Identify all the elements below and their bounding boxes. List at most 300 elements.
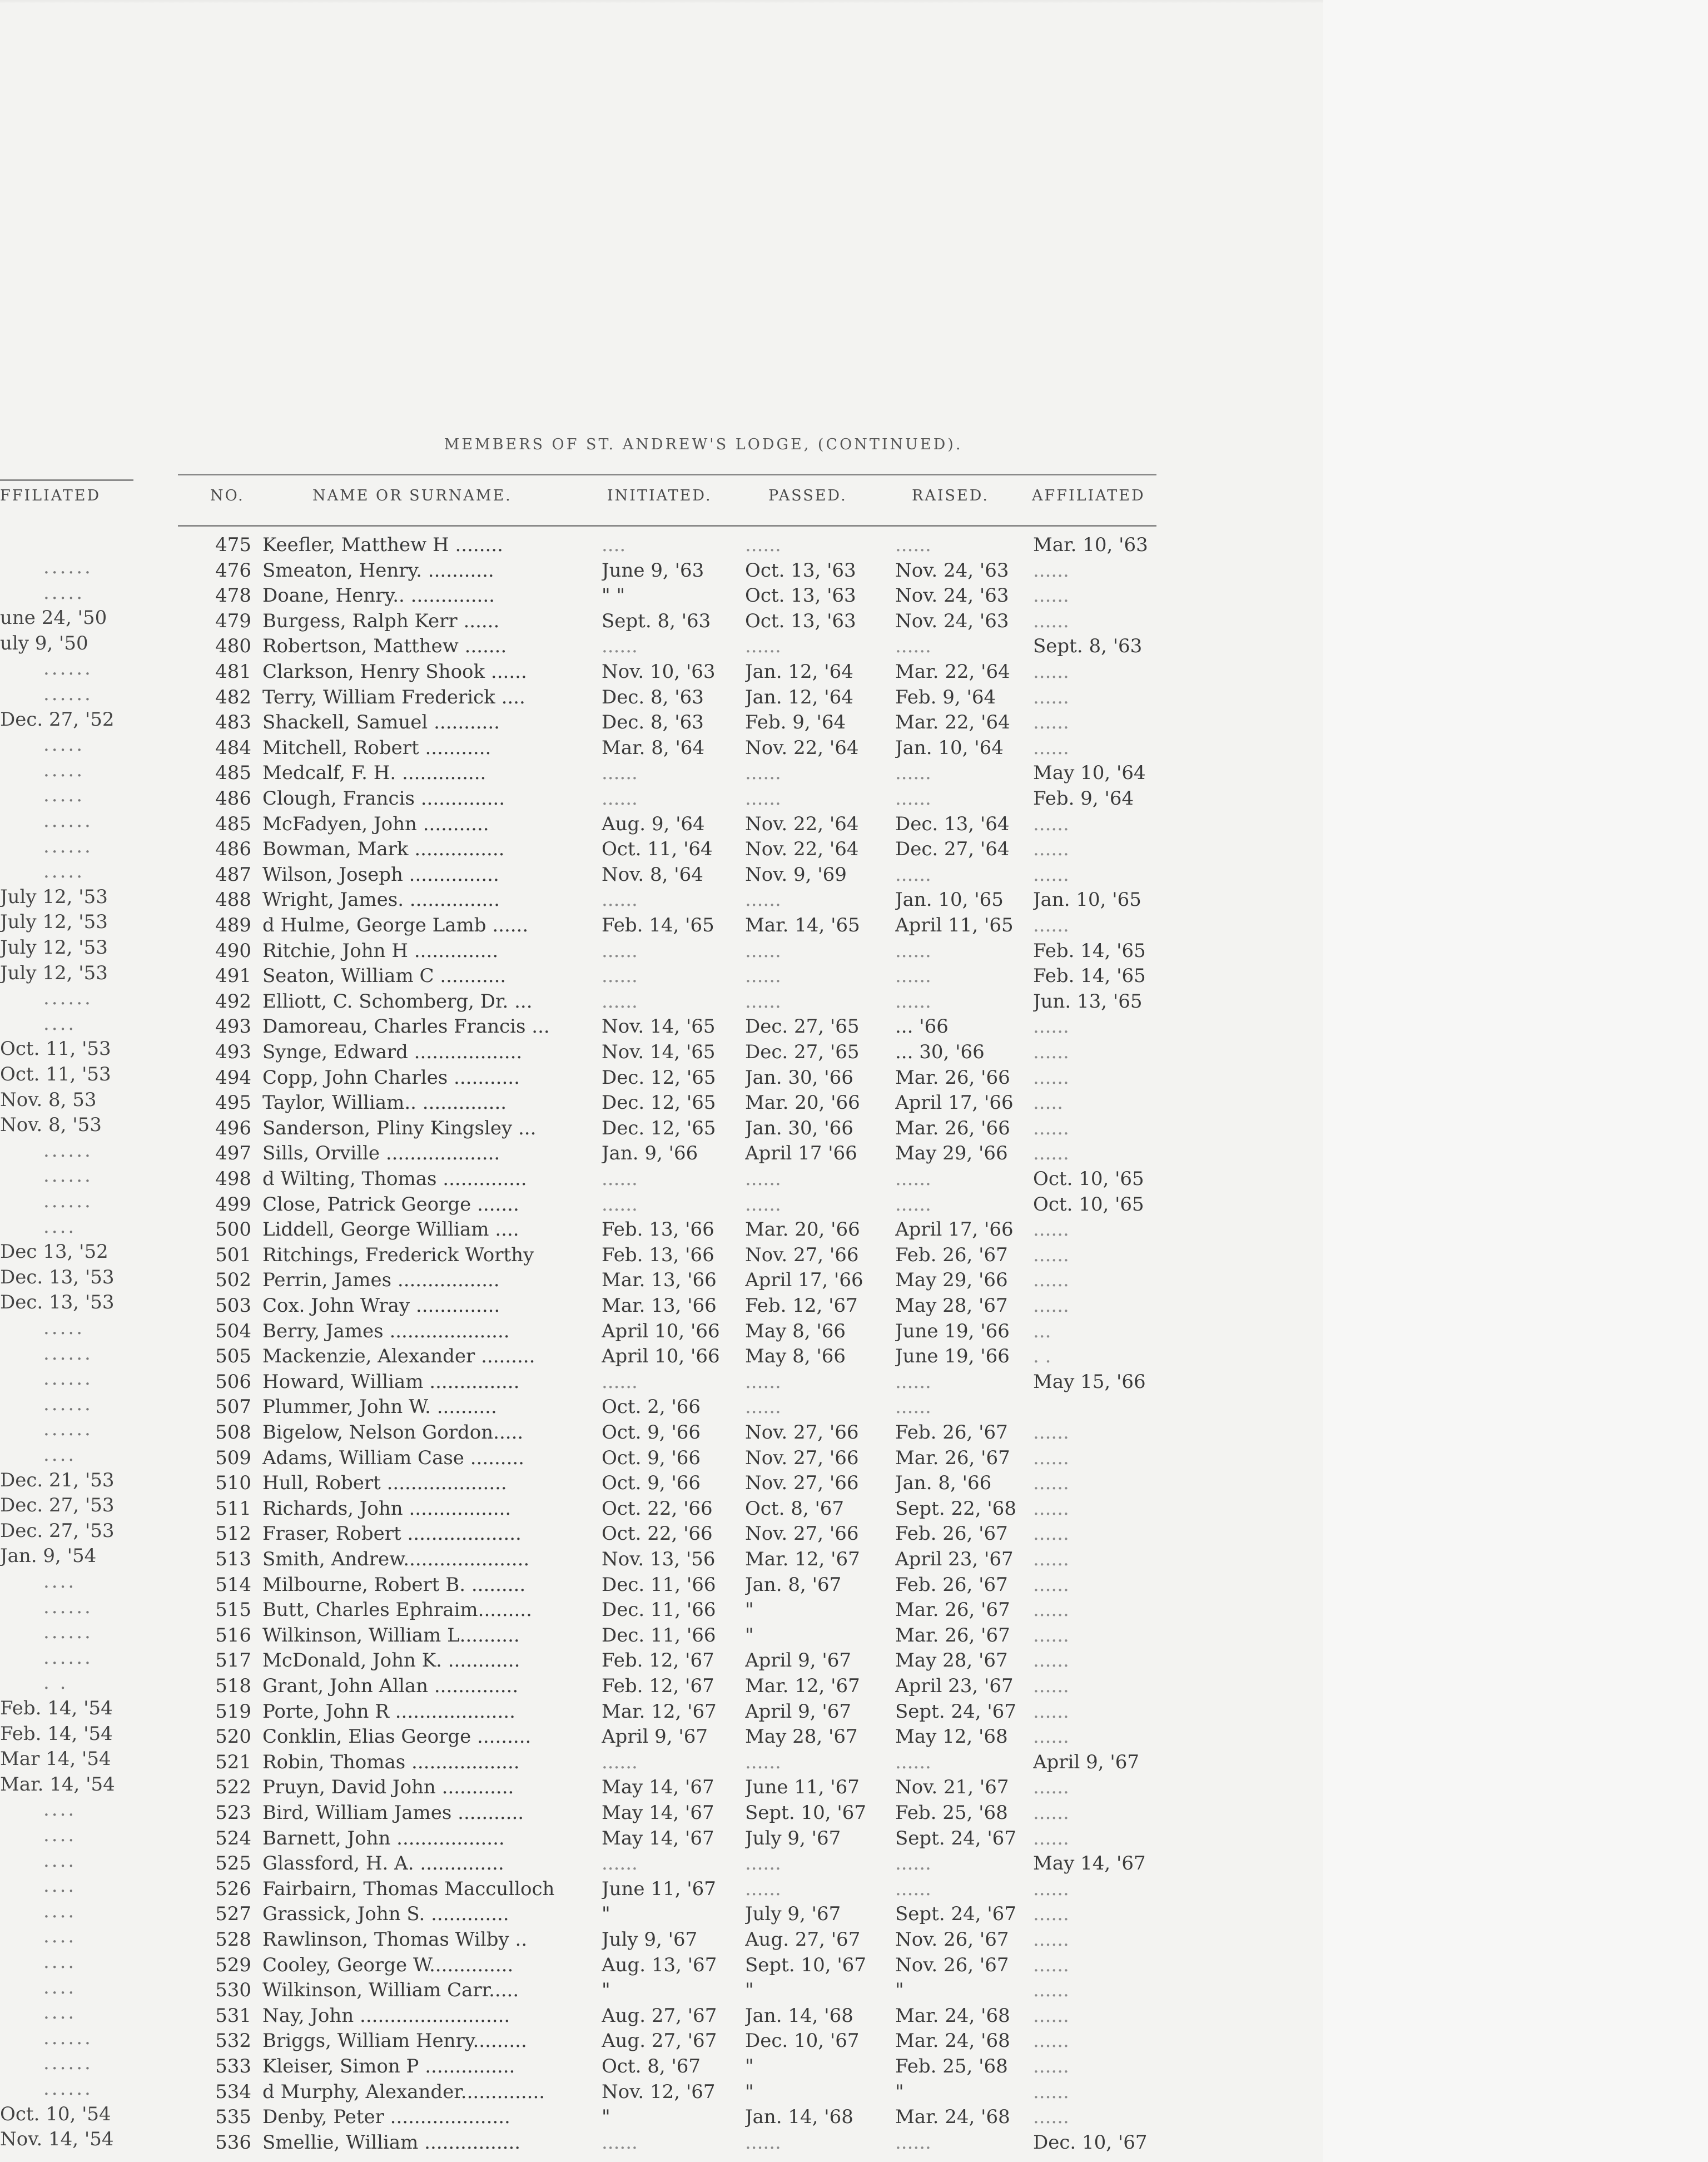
cell-raised: Mar. 26, '66	[895, 1066, 1010, 1089]
cell-affiliated: ......	[1033, 1218, 1069, 1241]
cell-initiated: ......	[602, 2131, 638, 2154]
cell-no: 507	[215, 1396, 251, 1419]
table-row	[0, 787, 1223, 812]
cell-passed: Feb. 12, '67	[745, 1295, 858, 1317]
cell-initiated: Aug. 9, '64	[602, 812, 705, 835]
table-row	[0, 1827, 1223, 1852]
left-margin-entry: Oct. 11, '53	[0, 1038, 111, 1060]
left-margin-entry: ......	[43, 1595, 93, 1618]
cell-initiated: ......	[602, 787, 638, 810]
cell-name: Perrin, James .................	[262, 1269, 500, 1292]
cell-raised: Jan. 10, '64	[895, 736, 1004, 759]
table-row	[0, 1421, 1223, 1446]
cell-name: Wilkinson, William Carr.....	[262, 1979, 519, 2002]
cell-passed: ......	[745, 762, 781, 785]
cell-passed: May 8, '66	[745, 1345, 846, 1368]
cell-no: 501	[215, 1243, 251, 1266]
cell-affiliated: ......	[1033, 914, 1069, 936]
cell-affiliated: ......	[1033, 1548, 1069, 1570]
left-margin-entry: ....	[43, 1900, 77, 1922]
cell-name: Adams, William Case .........	[262, 1446, 524, 1469]
cell-passed: "	[745, 2080, 754, 2103]
left-margin-entry: .....	[43, 784, 85, 807]
cell-no: 510	[215, 1472, 251, 1495]
cell-no: 478	[215, 584, 251, 607]
cell-passed: Aug. 27, '67	[745, 1928, 861, 1951]
cell-passed: Dec. 10, '67	[745, 2030, 860, 2052]
cell-passed: April 9, '67	[745, 1700, 851, 1723]
cell-passed: ......	[745, 1396, 781, 1419]
cell-no: 490	[215, 939, 251, 962]
left-margin-entry: ....	[43, 1849, 77, 1872]
cell-raised: Feb. 25, '68	[895, 1802, 1008, 1824]
cell-initiated: Feb. 12, '67	[602, 1675, 714, 1697]
cell-name: Sills, Orville ...................	[262, 1142, 500, 1165]
cell-initiated: May 14, '67	[602, 1776, 714, 1799]
cell-passed: ......	[745, 889, 781, 911]
left-margin-entry: ....	[43, 1824, 77, 1846]
cell-initiated: Feb. 13, '66	[602, 1218, 714, 1241]
cell-raised: Dec. 27, '64	[895, 838, 1010, 861]
left-margin-entry: ......	[43, 657, 93, 680]
cell-name: Hull, Robert ....................	[262, 1472, 507, 1495]
cell-raised: Feb. 9, '64	[895, 686, 996, 708]
cell-passed: Nov. 27, '66	[745, 1243, 859, 1266]
cell-affiliated: April 9, '67	[1033, 1751, 1139, 1773]
cell-passed: April 9, '67	[745, 1649, 851, 1672]
table-row	[0, 1168, 1223, 1193]
cell-passed: Mar. 12, '67	[745, 1548, 860, 1570]
cell-initiated: Nov. 13, '56	[602, 1548, 716, 1570]
cell-raised: Mar. 26, '67	[895, 1624, 1010, 1647]
cell-passed: Sept. 10, '67	[745, 1953, 866, 1976]
cell-initiated: ......	[602, 939, 638, 962]
cell-raised: May 29, '66	[895, 1142, 1008, 1165]
cell-no: 534	[215, 2080, 251, 2103]
cell-passed: Jan. 8, '67	[745, 1573, 842, 1596]
cell-raised: Sept. 24, '67	[895, 1827, 1016, 1849]
cell-passed: Mar. 12, '67	[745, 1675, 860, 1697]
left-affiliated-header: FFILIATED	[0, 487, 101, 504]
cell-affiliated: ......	[1033, 1827, 1069, 1849]
table-row	[0, 1903, 1223, 1928]
table-row	[0, 813, 1223, 838]
cell-initiated: ......	[602, 1193, 638, 1216]
cell-raised: Nov. 26, '67	[895, 1928, 1009, 1951]
cell-passed: Jan. 14, '68	[745, 2004, 853, 2027]
left-margin-entry: ....	[43, 1012, 77, 1035]
cell-passed: July 9, '67	[745, 1827, 841, 1849]
cell-no: 530	[215, 1979, 251, 2002]
cell-no: 511	[215, 1497, 251, 1520]
cell-raised: Nov. 24, '63	[895, 584, 1009, 607]
cell-initiated: Dec. 8, '63	[602, 686, 704, 708]
cell-passed: Mar. 20, '66	[745, 1092, 860, 1114]
cell-raised: ......	[895, 1877, 931, 1900]
page-title: MEMBERS OF ST. ANDREW'S LODGE, (CONTINUED).	[444, 436, 963, 453]
cell-affiliated: Feb. 14, '65	[1033, 939, 1146, 962]
cell-passed: Nov. 22, '64	[745, 838, 859, 861]
cell-no: 497	[215, 1142, 251, 1165]
cell-affiliated: ......	[1033, 1497, 1069, 1520]
column-header-no: NO.	[210, 487, 245, 504]
table-row	[0, 1012, 1223, 1040]
left-margin-entry: ......	[43, 987, 93, 1010]
left-margin-entry: ....	[43, 1875, 77, 1897]
cell-raised: Feb. 26, '67	[895, 1243, 1008, 1266]
cell-name: Plummer, John W. ..........	[262, 1396, 497, 1419]
left-margin-entry: ......	[43, 1139, 93, 1162]
cell-name: Medcalf, F. H. ..............	[262, 762, 486, 785]
cell-no: 475	[215, 534, 251, 556]
cell-initiated: ......	[602, 889, 638, 911]
cell-name: Ritchings, Frederick Worthy	[262, 1243, 534, 1266]
cell-raised: Jan. 8, '66	[895, 1472, 992, 1495]
cell-no: 536	[215, 2131, 251, 2154]
cell-name: Milbourne, Robert B. .........	[262, 1573, 526, 1596]
cell-name: Howard, William ...............	[262, 1370, 520, 1393]
cell-passed: Jan. 30, '66	[745, 1117, 853, 1139]
table-row	[0, 1675, 1223, 1700]
left-margin-entry: .....	[43, 860, 85, 883]
cell-raised: Feb. 26, '67	[895, 1573, 1008, 1596]
cell-affiliated: ......	[1033, 1979, 1069, 2002]
cell-passed: ......	[745, 1877, 781, 1900]
cell-affiliated: ......	[1033, 686, 1069, 708]
cell-affiliated: ......	[1033, 1142, 1069, 1165]
table-row	[0, 534, 1223, 559]
cell-name: Mitchell, Robert ...........	[262, 736, 491, 759]
cell-raised: ... 30, '66	[895, 1041, 985, 1063]
left-margin-entry: Feb. 14, '54	[0, 1722, 113, 1745]
cell-no: 523	[215, 1802, 251, 1824]
cell-affiliated: ......	[1033, 2106, 1069, 2129]
cell-name: Doane, Henry.. ..............	[262, 584, 495, 607]
cell-initiated: Mar. 12, '67	[602, 1700, 717, 1723]
cell-name: d Wilting, Thomas ..............	[262, 1168, 527, 1190]
cell-raised: Mar. 24, '68	[895, 2030, 1010, 2052]
cell-name: Smellie, William ................	[262, 2131, 521, 2154]
cell-name: Copp, John Charles ...........	[262, 1066, 520, 1089]
cell-affiliated: ......	[1033, 1117, 1069, 1139]
left-margin-entry: ......	[43, 683, 93, 705]
table-row	[0, 737, 1223, 762]
left-margin-entry: ......	[43, 556, 93, 578]
cell-initiated: Nov. 14, '65	[602, 1015, 716, 1038]
cell-affiliated: ......	[1033, 559, 1069, 582]
cell-no: 486	[215, 787, 251, 810]
left-margin-entry: ....	[43, 1570, 77, 1593]
cell-no: 488	[215, 889, 251, 911]
left-margin-entry: Nov. 8, '53	[0, 1114, 102, 1137]
cell-affiliated: ......	[1033, 1675, 1069, 1697]
column-header-name: NAME OR SURNAME.	[312, 487, 512, 504]
cell-passed: "	[745, 2055, 754, 2077]
cell-affiliated: Sept. 8, '63	[1033, 635, 1143, 658]
cell-affiliated: ......	[1033, 838, 1069, 861]
cell-initiated: Oct. 9, '66	[602, 1472, 701, 1495]
left-margin-entry: uly 9, '50	[0, 632, 88, 654]
cell-initiated: ......	[602, 1370, 638, 1393]
cell-initiated: "	[602, 1979, 610, 2002]
cell-passed: Sept. 10, '67	[745, 1802, 866, 1824]
table-row	[0, 1599, 1223, 1624]
table-row	[0, 1092, 1223, 1117]
cell-name: Wilkinson, William L..........	[262, 1624, 520, 1647]
cell-passed: Nov. 27, '66	[745, 1446, 859, 1469]
left-margin-entry: ......	[43, 1342, 93, 1365]
cell-raised: ......	[895, 1193, 931, 1216]
cell-no: 525	[215, 1852, 251, 1875]
cell-passed: ......	[745, 939, 781, 962]
left-margin-entry: ....	[43, 1798, 77, 1821]
cell-initiated: Dec. 12, '65	[602, 1117, 716, 1139]
table-row	[0, 1523, 1223, 1548]
cell-name: d Murphy, Alexander..............	[262, 2080, 545, 2103]
cell-affiliated: ......	[1033, 1295, 1069, 1317]
cell-name: Close, Patrick George .......	[262, 1193, 519, 1216]
cell-raised: ......	[895, 2131, 931, 2154]
table-row	[0, 1700, 1223, 1725]
cell-no: 521	[215, 1751, 251, 1773]
cell-affiliated: ......	[1033, 1041, 1069, 1063]
cell-affiliated: Jun. 13, '65	[1033, 990, 1143, 1013]
cell-affiliated: Feb. 9, '64	[1033, 787, 1134, 810]
cell-no: 518	[215, 1675, 251, 1697]
cell-initiated: ......	[602, 990, 638, 1013]
cell-initiated: ......	[602, 762, 638, 785]
cell-name: Richards, John .................	[262, 1497, 512, 1520]
cell-affiliated: Oct. 10, '65	[1033, 1168, 1144, 1190]
table-row	[0, 1802, 1223, 1827]
cell-raised: ......	[895, 1168, 931, 1190]
left-margin-entry: ....	[43, 1215, 77, 1238]
column-header-affiliated: AFFILIATED	[1032, 487, 1145, 504]
cell-affiliated: ......	[1033, 1953, 1069, 1976]
cell-affiliated: Feb. 14, '65	[1033, 965, 1146, 988]
table-row	[0, 1295, 1223, 1320]
cell-affiliated: ......	[1033, 1269, 1069, 1292]
cell-affiliated: ......	[1033, 1015, 1069, 1038]
table-row	[0, 1447, 1223, 1472]
table-row	[0, 559, 1223, 584]
left-margin-entry: Jan. 9, '54	[0, 1545, 97, 1568]
left-margin-entry: Oct. 10, '54	[0, 2103, 111, 2125]
cell-name: Burgess, Ralph Kerr ......	[262, 609, 500, 632]
cell-no: 535	[215, 2106, 251, 2129]
cell-passed: Oct. 13, '63	[745, 609, 856, 632]
table-row	[0, 581, 1223, 609]
cell-affiliated: May 14, '67	[1033, 1852, 1146, 1875]
cell-no: 479	[215, 609, 251, 632]
cell-passed: April 17, '66	[745, 1269, 863, 1292]
cell-affiliated: ......	[1033, 1928, 1069, 1951]
cell-no: 528	[215, 1928, 251, 1951]
cell-no: 506	[215, 1370, 251, 1393]
left-margin-entry: Nov. 14, '54	[0, 2128, 114, 2151]
left-margin-entry: ......	[43, 1621, 93, 1644]
cell-passed: Feb. 9, '64	[745, 711, 846, 734]
cell-name: Bowman, Mark ...............	[262, 838, 505, 861]
cell-name: Kleiser, Simon P ...............	[262, 2055, 515, 2077]
cell-no: 480	[215, 635, 251, 658]
cell-passed: Oct. 8, '67	[745, 1497, 845, 1520]
cell-name: Taylor, William.. ..............	[262, 1092, 507, 1114]
cell-raised: Feb. 26, '67	[895, 1421, 1008, 1444]
cell-affiliated: ......	[1033, 1446, 1069, 1469]
cell-no: 504	[215, 1320, 251, 1342]
cell-passed: ......	[745, 1370, 781, 1393]
cell-no: 476	[215, 559, 251, 582]
cell-affiliated: Jan. 10, '65	[1033, 889, 1141, 911]
cell-affiliated: May 10, '64	[1033, 762, 1146, 785]
cell-passed: Jan. 30, '66	[745, 1066, 853, 1089]
cell-initiated: Feb. 13, '66	[602, 1243, 714, 1266]
cell-name: Damoreau, Charles Francis ...	[262, 1015, 550, 1038]
cell-affiliated: .....	[1033, 1092, 1064, 1114]
cell-affiliated: ......	[1033, 1421, 1069, 1444]
cell-initiated: Mar. 13, '66	[602, 1269, 717, 1292]
cell-affiliated: ......	[1033, 2080, 1069, 2103]
cell-passed: April 17 '66	[745, 1142, 857, 1165]
cell-name: Butt, Charles Ephraim.........	[262, 1599, 532, 1621]
left-margin-entry: .....	[43, 1317, 85, 1339]
cell-name: Porte, John R ....................	[262, 1700, 515, 1723]
cell-affiliated: ......	[1033, 609, 1069, 632]
cell-initiated: ....	[602, 534, 626, 556]
cell-passed: "	[745, 1624, 754, 1647]
cell-raised: May 29, '66	[895, 1269, 1008, 1292]
cell-passed: Nov. 22, '64	[745, 736, 859, 759]
cell-passed: May 8, '66	[745, 1320, 846, 1342]
cell-initiated: Aug. 27, '67	[602, 2030, 717, 2052]
cell-initiated: July 9, '67	[602, 1928, 698, 1951]
table-row	[0, 1371, 1223, 1396]
cell-initiated: April 10, '66	[602, 1320, 720, 1342]
cell-affiliated: ......	[1033, 661, 1069, 683]
left-margin-entry: ....	[43, 1951, 77, 1973]
cell-raised: Mar. 26, '66	[895, 1117, 1010, 1139]
cell-no: 485	[215, 812, 251, 835]
cell-initiated: Oct. 22, '66	[602, 1523, 713, 1545]
cell-raised: ......	[895, 990, 931, 1013]
table-row	[0, 1928, 1223, 1953]
cell-affiliated: ......	[1033, 1877, 1069, 1900]
cell-no: 505	[215, 1345, 251, 1368]
table-row	[0, 1548, 1223, 1573]
cell-raised: ......	[895, 863, 931, 886]
cell-passed: ......	[745, 787, 781, 810]
cell-name: Fairbairn, Thomas Macculloch	[262, 1877, 555, 1900]
cell-raised: Nov. 26, '67	[895, 1953, 1009, 1976]
cell-raised: June 19, '66	[895, 1345, 1010, 1368]
cell-affiliated: ......	[1033, 1472, 1069, 1495]
cell-passed: ......	[745, 1193, 781, 1216]
left-margin-entry: ....	[43, 1925, 77, 1948]
left-margin-entry: Dec. 13, '53	[0, 1291, 115, 1314]
cell-affiliated: ......	[1033, 1725, 1069, 1748]
cell-passed: Nov. 22, '64	[745, 812, 859, 835]
cell-name: Glassford, H. A. ..............	[262, 1852, 504, 1875]
cell-raised: Nov. 24, '63	[895, 559, 1009, 582]
left-margin-entry: Dec. 13, '53	[0, 1266, 115, 1288]
cell-initiated: Oct. 22, '66	[602, 1497, 713, 1520]
cell-name: Terry, William Frederick ....	[262, 686, 525, 708]
cell-no: 519	[215, 1700, 251, 1723]
left-margin-entry: July 12, '53	[0, 961, 108, 984]
left-margin-entry: July 12, '53	[0, 911, 108, 934]
table-row	[0, 610, 1223, 635]
cell-no: 486	[215, 838, 251, 861]
table-row	[0, 1215, 1223, 1243]
cell-no: 493	[215, 1015, 251, 1038]
cell-affiliated: May 15, '66	[1033, 1370, 1146, 1393]
left-margin-entry: Oct. 11, '53	[0, 1063, 111, 1085]
left-margin-entry: Nov. 8, 53	[0, 1088, 97, 1111]
cell-passed: ......	[745, 1852, 781, 1875]
cell-name: Smeaton, Henry. ...........	[262, 559, 494, 582]
cell-name: Pruyn, David John ............	[262, 1776, 514, 1799]
cell-no: 513	[215, 1548, 251, 1570]
cell-initiated: June 11, '67	[602, 1877, 716, 1900]
left-margin-entry: July 12, '53	[0, 885, 108, 908]
cell-name: Wright, James. ...............	[262, 889, 500, 911]
header-rule-bottom	[178, 525, 1156, 527]
cell-raised: April 23, '67	[895, 1675, 1014, 1697]
cell-initiated: Dec. 12, '65	[602, 1092, 716, 1114]
cell-no: 499	[215, 1193, 251, 1216]
table-row	[0, 1954, 1223, 1979]
cell-raised: June 19, '66	[895, 1320, 1010, 1342]
table-row	[0, 1497, 1223, 1523]
cell-no: 520	[215, 1725, 251, 1748]
cell-no: 532	[215, 2030, 251, 2052]
cell-no: 515	[215, 1599, 251, 1621]
table-row	[0, 1722, 1223, 1751]
cell-affiliated: ......	[1033, 1599, 1069, 1621]
cell-initiated: June 9, '63	[602, 559, 704, 582]
cell-no: 483	[215, 711, 251, 734]
table-row	[0, 1574, 1223, 1599]
cell-passed: Jan. 14, '68	[745, 2106, 853, 2129]
table-row	[0, 990, 1223, 1015]
cell-initiated: Aug. 13, '67	[602, 1953, 717, 1976]
cell-raised: Dec. 13, '64	[895, 812, 1010, 835]
cell-no: 494	[215, 1066, 251, 1089]
cell-name: Grant, John Allan ..............	[262, 1675, 519, 1697]
cell-name: Clarkson, Henry Shook ......	[262, 661, 527, 683]
cell-name: Sanderson, Pliny Kingsley ...	[262, 1117, 537, 1139]
cell-passed: July 9, '67	[745, 1903, 841, 1926]
cell-name: Synge, Edward ..................	[262, 1041, 523, 1063]
left-margin-entry: .....	[43, 581, 85, 604]
table-row	[0, 1269, 1223, 1294]
cell-initiated: April 9, '67	[602, 1725, 708, 1748]
cell-affiliated: ......	[1033, 2055, 1069, 2077]
cell-no: 491	[215, 965, 251, 988]
cell-initiated: Oct. 9, '66	[602, 1446, 701, 1469]
cell-no: 500	[215, 1218, 251, 1241]
cell-name: Cox. John Wray ..............	[262, 1295, 500, 1317]
cell-raised: ......	[895, 1852, 931, 1875]
table-row	[0, 965, 1223, 990]
left-margin-entry: July 12, '53	[0, 936, 108, 959]
cell-raised: Nov. 21, '67	[895, 1776, 1009, 1799]
cell-initiated: "	[602, 1903, 610, 1926]
cell-initiated: Feb. 14, '65	[602, 914, 714, 936]
cell-name: Ritchie, John H ..............	[262, 939, 499, 962]
cell-name: Fraser, Robert ...................	[262, 1523, 522, 1545]
